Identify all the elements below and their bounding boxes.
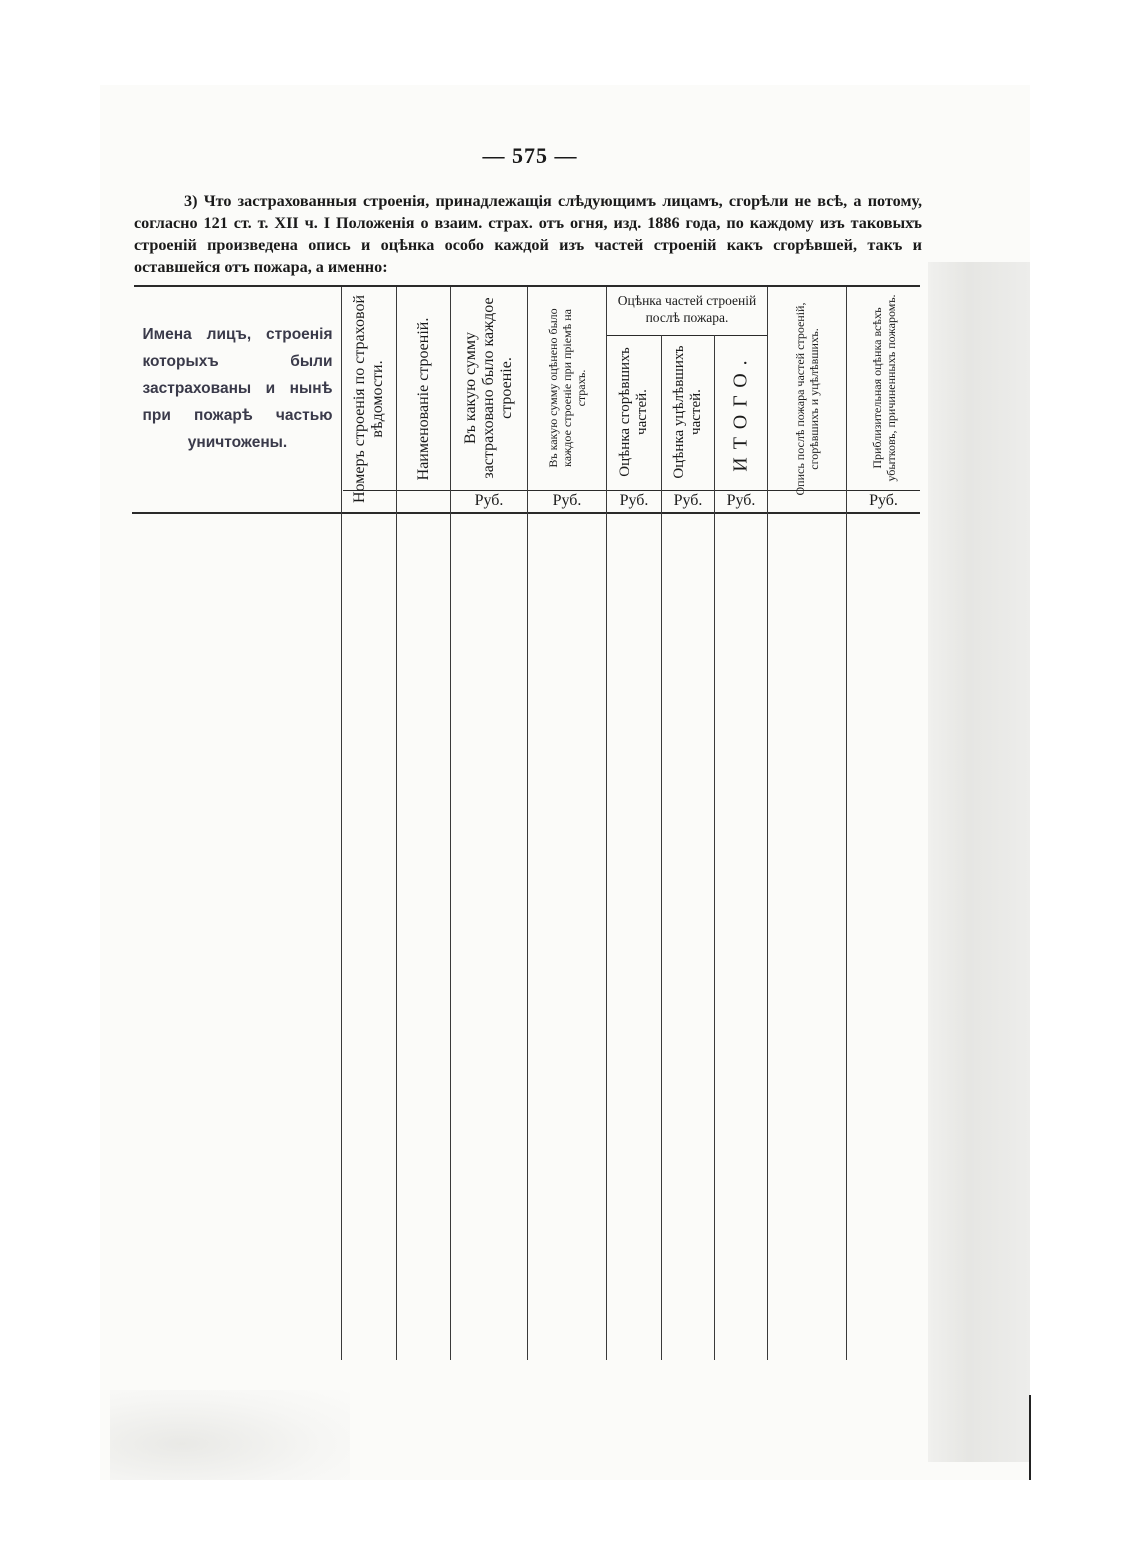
burnt-parts-header: Оцѣнка сгорѣвшихъ частей.: [617, 347, 650, 477]
currency-label: Руб.: [673, 492, 703, 509]
intro-paragraph: [134, 190, 922, 278]
building-name-header: Наименованіе строеній.: [414, 317, 432, 481]
insured-sum-header-cell: [451, 288, 527, 488]
losses-header: Приблизительная оцѣнка всѣхъ убытковъ, причиненныхъ пожаромъ.: [869, 294, 898, 482]
scan-edge-line: [1029, 1395, 1031, 1480]
surviving-parts-header-cell: [662, 336, 714, 488]
number-header: Номеръ строенія по страховой вѣдомости.: [351, 294, 386, 504]
valued-sum-header-cell: [528, 288, 606, 488]
intro-text: 3) Что застрахованныя строенія, принадлежащія слѣдующимъ лицамъ, сгорѣли не всѣ, а потому, согласно 121 ст. т. XII ч. I Положенія о взаим. страх. отъ огня, изд. 1886 года, по каждому изъ таковыхъ строеній произведена опись и оцѣнка особо каждой изъ частей строеній какъ сгорѣвшей, такъ и оставшейся отъ пожара, а именно:: [134, 192, 922, 276]
valued-sum-header: Въ какую сумму оцѣнено было каждое строеніе при пріемѣ на страхъ.: [546, 308, 588, 468]
currency-label: Руб.: [474, 492, 504, 509]
surviving-parts-header: Оцѣнка уцѣлѣвшихъ частей.: [671, 345, 704, 479]
currency-label: Руб.: [726, 492, 756, 509]
losses-header-cell: [847, 288, 920, 488]
page-number: — 575 —: [482, 143, 578, 168]
currency-label: Руб.: [869, 492, 898, 509]
insured-sum-header: Въ какую сумму застраховано было каждое строеніе.: [462, 297, 515, 479]
burnt-parts-header-cell: [607, 336, 661, 488]
inventory-header: Опись послѣ пожара частей строеній, сгорѣвшихъ и уцѣлѣвшихъ.: [793, 302, 821, 496]
scan-shadow-bottom: [110, 1390, 350, 1480]
scan-shadow-right: [928, 262, 1030, 1462]
column-divider: [714, 335, 715, 1360]
post-fire-valuation-header: Оцѣнка частей строеній послѣ пожара.: [617, 293, 757, 325]
names-header-cell: [134, 288, 341, 488]
currency-label: Руб.: [619, 492, 649, 509]
name-header-cell: [397, 288, 450, 510]
header-bottom-rule: [132, 512, 920, 514]
inventory-header-cell: [768, 288, 846, 510]
column-divider: [661, 335, 662, 1360]
number-header-cell: [342, 288, 396, 510]
currency-label: Руб.: [552, 492, 582, 509]
total-header: ИТОГО.: [729, 352, 752, 472]
total-header-cell: [715, 336, 767, 488]
names-header: Имена лицъ, строенія которыхъ были застрахованы и нынѣ при пожарѣ частью уничтожены.: [142, 325, 333, 451]
